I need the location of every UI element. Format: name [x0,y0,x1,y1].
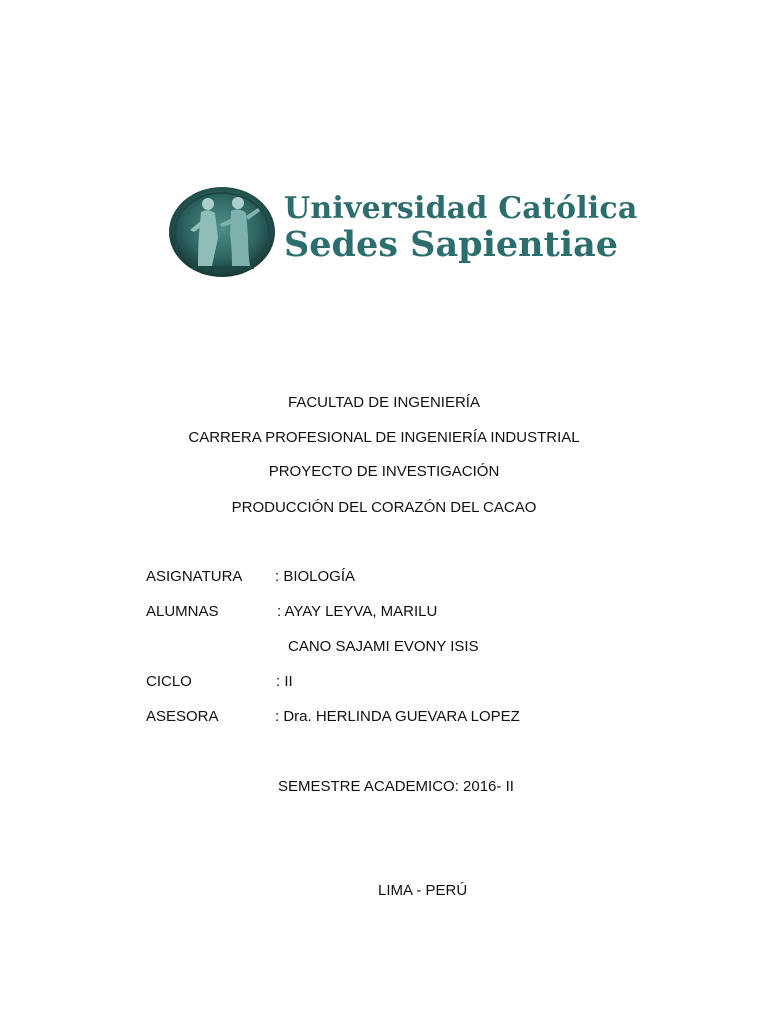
document-type-heading: PROYECTO DE INVESTIGACIÓN [268,463,500,480]
cycle-label: CICLO [146,673,192,690]
faculty-heading: FACULTAD DE INGENIERÍA [288,394,480,411]
student-2-value: CANO SAJAMI EVONY ISIS [288,638,479,655]
university-logo-text [284,191,638,265]
logo-line-1: Universidad Católica [284,191,638,226]
location-line: LIMA - PERÚ [378,882,468,899]
students-label: ALUMNAS [146,603,219,620]
subject-label: ASIGNATURA [146,568,243,585]
career-heading: CARRERA PROFESIONAL DE INGENIERÍA INDUSTRIAL [188,429,580,446]
logo-line-2: Sedes Sapientiae [284,224,619,265]
university-logo [168,186,648,278]
semester-line: SEMESTRE ACADEMICO: 2016- II [278,778,514,795]
subject-value: : BIOLOGÍA [275,568,356,585]
advisor-value: : Dra. HERLINDA GUEVARA LOPEZ [275,708,520,725]
university-seal-icon [168,186,276,278]
project-title: PRODUCCIÓN DEL CORAZÓN DEL CACAO [231,499,537,516]
cycle-value: : II [276,673,293,690]
student-1-value: : AYAY LEYVA, MARILU [277,603,438,620]
advisor-label: ASESORA [146,708,219,725]
